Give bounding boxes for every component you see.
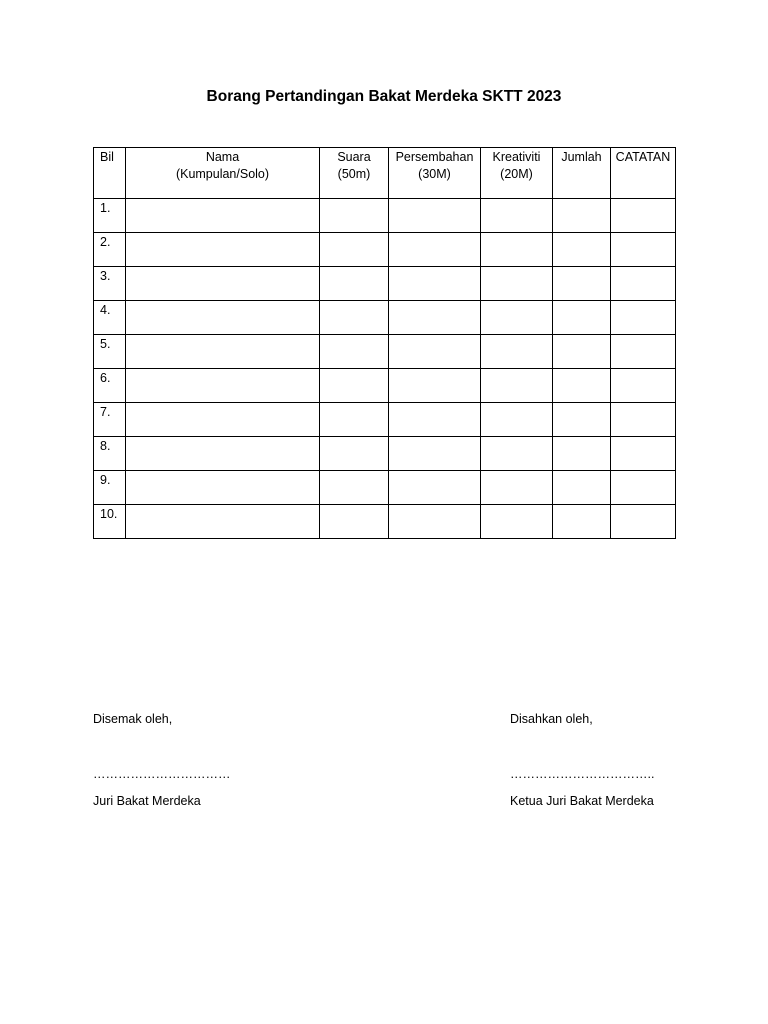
catatan-cell[interactable] xyxy=(611,505,676,539)
row-number: 4. xyxy=(94,301,126,335)
persembahan-cell[interactable] xyxy=(389,301,481,335)
nama-cell[interactable] xyxy=(126,471,320,505)
jumlah-cell[interactable] xyxy=(553,437,611,471)
persembahan-cell[interactable] xyxy=(389,267,481,301)
row-number: 1. xyxy=(94,199,126,233)
catatan-cell[interactable] xyxy=(611,369,676,403)
kreativiti-cell[interactable] xyxy=(481,369,553,403)
kreativiti-cell[interactable] xyxy=(481,403,553,437)
catatan-cell[interactable] xyxy=(611,437,676,471)
header-suara xyxy=(320,148,389,199)
catatan-cell[interactable] xyxy=(611,335,676,369)
catatan-cell[interactable] xyxy=(611,471,676,505)
kreativiti-cell[interactable] xyxy=(481,199,553,233)
kreativiti-cell[interactable] xyxy=(481,471,553,505)
persembahan-cell[interactable] xyxy=(389,471,481,505)
kreativiti-cell[interactable] xyxy=(481,505,553,539)
persembahan-cell[interactable] xyxy=(389,335,481,369)
catatan-cell[interactable] xyxy=(611,267,676,301)
checked-by-label: Disemak oleh, xyxy=(93,712,173,726)
table-row xyxy=(94,403,676,437)
row-number: 9. xyxy=(94,471,126,505)
jumlah-cell[interactable] xyxy=(553,199,611,233)
table-row xyxy=(94,199,676,233)
row-number: 5. xyxy=(94,335,126,369)
header-suara-sublabel: (50m) xyxy=(337,167,371,181)
row-number: 7. xyxy=(94,403,126,437)
nama-cell[interactable] xyxy=(126,233,320,267)
jumlah-cell[interactable] xyxy=(553,403,611,437)
table-row xyxy=(94,335,676,369)
row-number: 2. xyxy=(94,233,126,267)
checked-by-role: Juri Bakat Merdeka xyxy=(93,794,201,808)
persembahan-cell[interactable] xyxy=(389,505,481,539)
header-kreativiti-label: Kreativiti xyxy=(492,150,541,164)
suara-cell[interactable] xyxy=(320,301,389,335)
row-number: 10. xyxy=(94,505,126,539)
persembahan-cell[interactable] xyxy=(389,233,481,267)
table-header-row xyxy=(94,148,676,199)
nama-cell[interactable] xyxy=(126,437,320,471)
jumlah-cell[interactable] xyxy=(553,335,611,369)
nama-cell[interactable] xyxy=(126,199,320,233)
kreativiti-cell[interactable] xyxy=(481,233,553,267)
suara-cell[interactable] xyxy=(320,403,389,437)
persembahan-cell[interactable] xyxy=(389,369,481,403)
persembahan-cell[interactable] xyxy=(389,437,481,471)
nama-cell[interactable] xyxy=(126,403,320,437)
header-catatan-label: CATATAN xyxy=(615,150,671,164)
header-kreativiti-sublabel: (20M) xyxy=(500,167,533,181)
header-nama-label: Nama xyxy=(205,150,240,164)
table-body xyxy=(94,199,676,539)
header-jumlah xyxy=(553,148,611,199)
checked-by-signature-line: …………………………… xyxy=(93,767,231,781)
header-jumlah-label: Jumlah xyxy=(561,150,602,164)
table-row xyxy=(94,505,676,539)
persembahan-cell[interactable] xyxy=(389,403,481,437)
kreativiti-cell[interactable] xyxy=(481,437,553,471)
table-row xyxy=(94,369,676,403)
suara-cell[interactable] xyxy=(320,369,389,403)
row-number: 8. xyxy=(94,437,126,471)
table-row xyxy=(94,437,676,471)
header-bil xyxy=(94,148,126,199)
row-number: 6. xyxy=(94,369,126,403)
jumlah-cell[interactable] xyxy=(553,369,611,403)
header-nama xyxy=(126,148,320,199)
suara-cell[interactable] xyxy=(320,505,389,539)
nama-cell[interactable] xyxy=(126,301,320,335)
jumlah-cell[interactable] xyxy=(553,471,611,505)
table-row xyxy=(94,233,676,267)
table-row xyxy=(94,471,676,505)
catatan-cell[interactable] xyxy=(611,301,676,335)
header-suara-label: Suara xyxy=(337,150,371,164)
page-title: Borang Pertandingan Bakat Merdeka SKTT 2023 xyxy=(206,88,562,105)
suara-cell[interactable] xyxy=(320,199,389,233)
header-nama-sublabel: (Kumpulan/Solo) xyxy=(175,167,270,181)
nama-cell[interactable] xyxy=(126,267,320,301)
suara-cell[interactable] xyxy=(320,335,389,369)
suara-cell[interactable] xyxy=(320,437,389,471)
catatan-cell[interactable] xyxy=(611,403,676,437)
header-bil-label: Bil xyxy=(100,150,114,164)
header-kreativiti xyxy=(481,148,553,199)
nama-cell[interactable] xyxy=(126,335,320,369)
approved-by-role: Ketua Juri Bakat Merdeka xyxy=(510,794,654,808)
approved-by-signature-line: …………………………….. xyxy=(510,767,655,781)
header-persembahan xyxy=(389,148,481,199)
header-catatan xyxy=(611,148,676,199)
suara-cell[interactable] xyxy=(320,233,389,267)
suara-cell[interactable] xyxy=(320,471,389,505)
catatan-cell[interactable] xyxy=(611,233,676,267)
catatan-cell[interactable] xyxy=(611,199,676,233)
row-number: 3. xyxy=(94,267,126,301)
table-row xyxy=(94,267,676,301)
jumlah-cell[interactable] xyxy=(553,301,611,335)
nama-cell[interactable] xyxy=(126,505,320,539)
kreativiti-cell[interactable] xyxy=(481,267,553,301)
jumlah-cell[interactable] xyxy=(553,505,611,539)
header-persembahan-sublabel: (30M) xyxy=(418,167,451,181)
suara-cell[interactable] xyxy=(320,267,389,301)
kreativiti-cell[interactable] xyxy=(481,335,553,369)
jumlah-cell[interactable] xyxy=(553,267,611,301)
approved-by-label: Disahkan oleh, xyxy=(510,712,593,726)
jumlah-cell[interactable] xyxy=(553,233,611,267)
table-row xyxy=(94,301,676,335)
header-persembahan-label: Persembahan xyxy=(395,150,474,164)
score-table xyxy=(93,147,676,539)
persembahan-cell[interactable] xyxy=(389,199,481,233)
nama-cell[interactable] xyxy=(126,369,320,403)
kreativiti-cell[interactable] xyxy=(481,301,553,335)
